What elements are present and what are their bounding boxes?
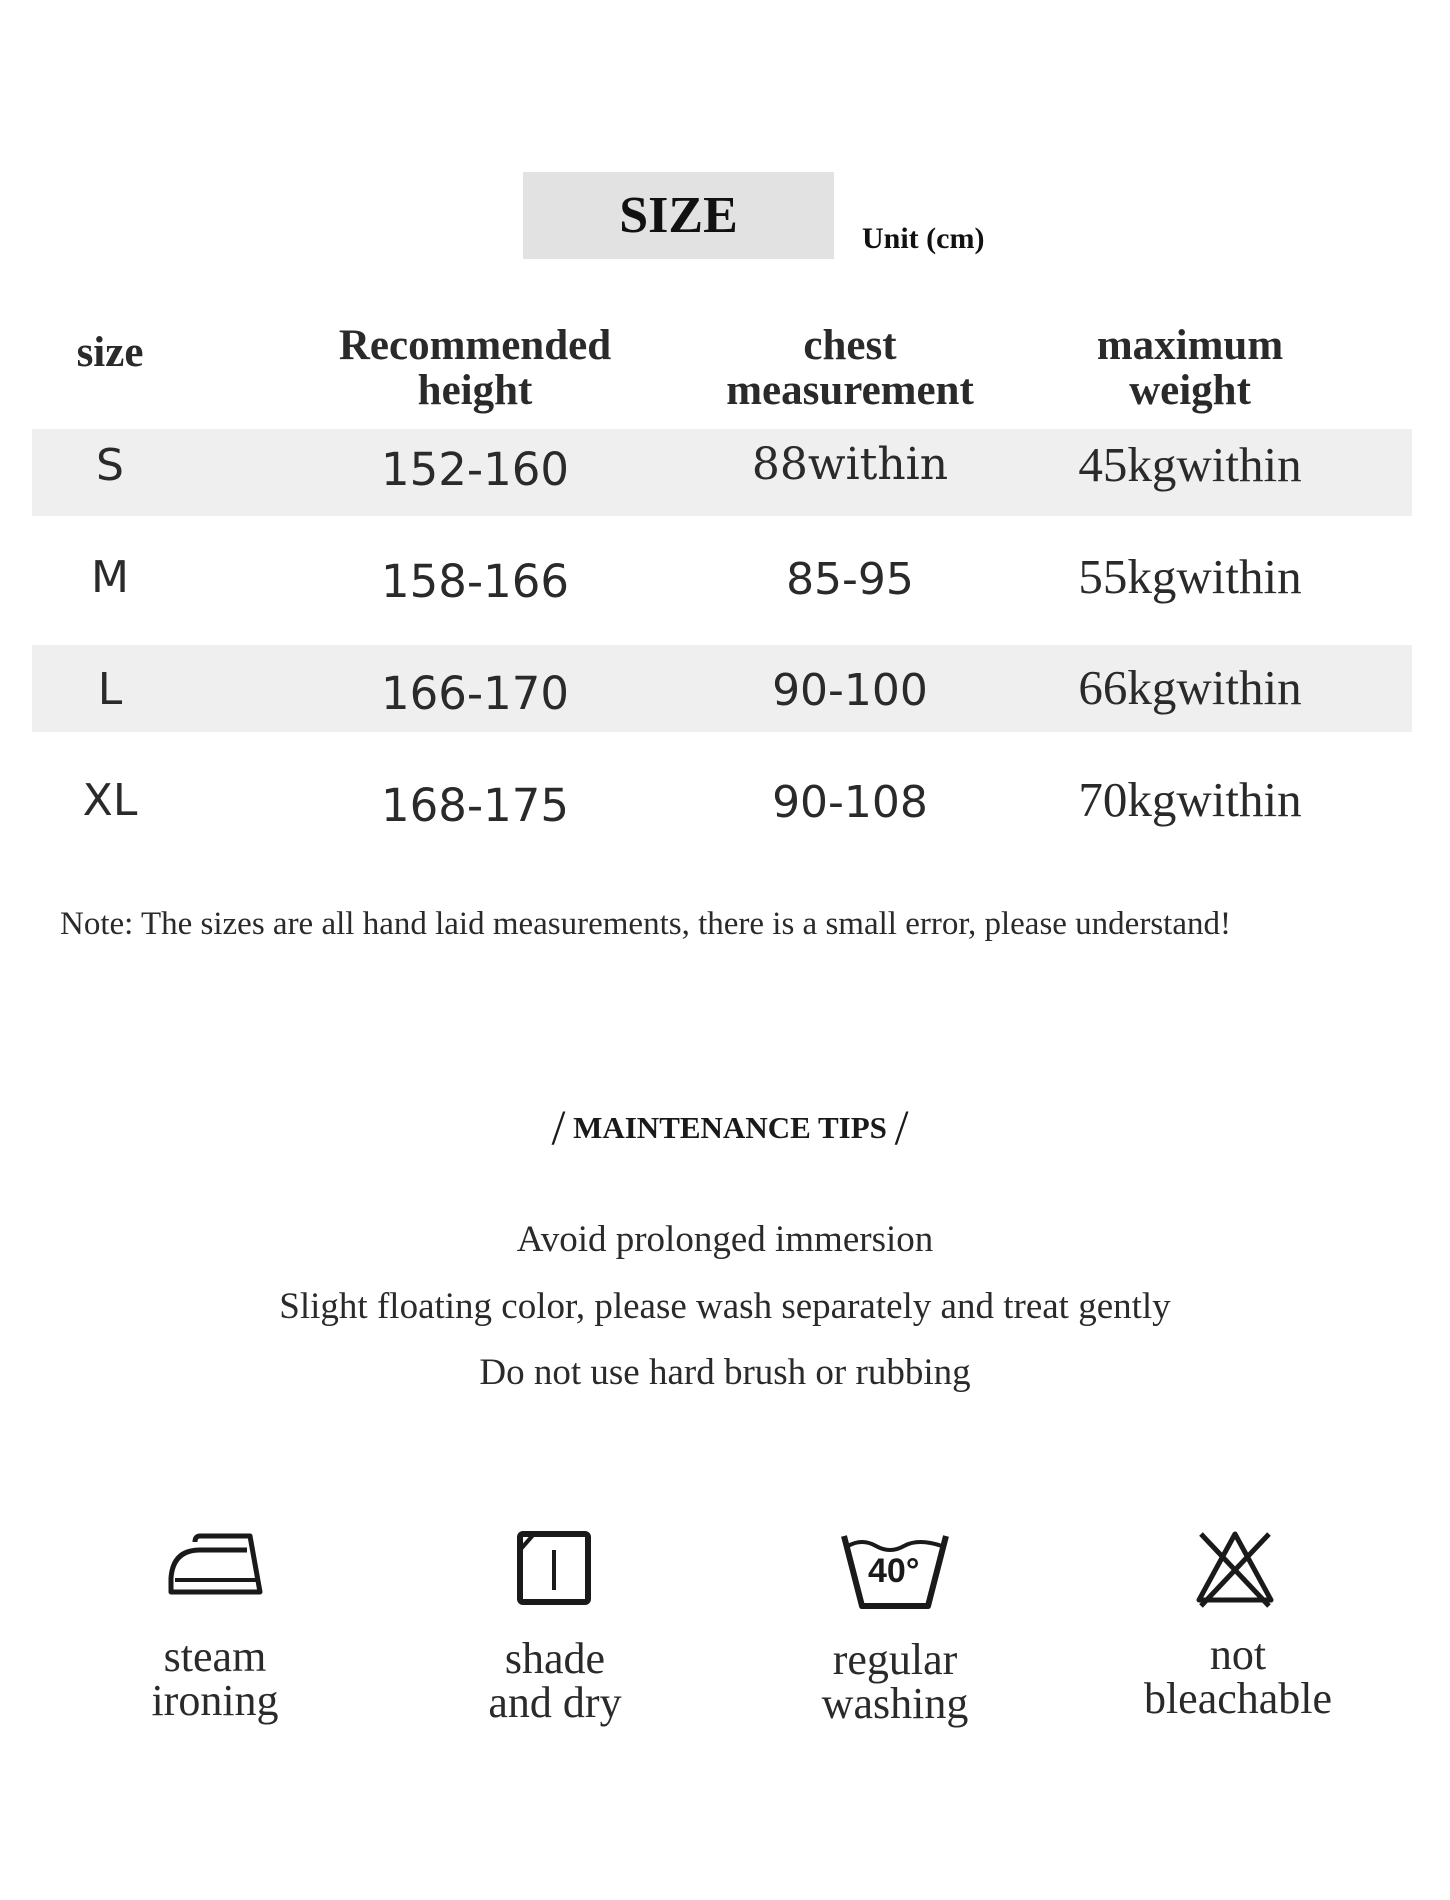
iron-icon <box>165 1530 265 1600</box>
row-s-height: 152-160 <box>380 443 570 496</box>
unit-label: Unit (cm) <box>862 222 985 255</box>
maintenance-title <box>400 1098 1060 1156</box>
col-header-chest: chest measurement <box>726 322 974 414</box>
size-title-badge <box>523 172 834 259</box>
care-label-dry: shade and dry <box>488 1634 622 1727</box>
col-header-size: size <box>76 329 144 376</box>
size-note: Note: The sizes are all hand laid measurements, there is a small error, please understand! <box>60 906 1231 942</box>
row-xl-chest: 90-108 <box>772 777 928 828</box>
tip-1: Avoid prolonged immersion <box>516 1219 934 1260</box>
no-bleach-icon <box>1195 1528 1275 1608</box>
row-l-chest: 90-100 <box>772 665 928 716</box>
row-m-height: 158-166 <box>380 555 570 608</box>
row-s-chest: 88within <box>751 439 949 490</box>
slash-right: / <box>894 1099 909 1155</box>
col-header-height: Recommended height <box>338 322 612 414</box>
care-label-iron: steam ironing <box>151 1632 279 1725</box>
tip-2: Slight floating color, please wash separately and treat gently <box>279 1286 1171 1327</box>
row-s-weight: 45kgwithin <box>1078 437 1302 492</box>
tip-3: Do not use hard brush or rubbing <box>479 1352 971 1393</box>
wash-40-icon <box>840 1528 950 1612</box>
drip-dry-icon <box>516 1530 592 1606</box>
row-m-size: M <box>91 552 129 603</box>
row-l-height: 166-170 <box>380 667 570 720</box>
row-xl-size: XL <box>82 775 138 826</box>
wash-temp: 40° <box>868 1552 920 1590</box>
row-xl-height: 168-175 <box>380 779 570 832</box>
slash-left: / <box>551 1099 566 1155</box>
row-l-size: L <box>97 664 123 715</box>
care-label-wash: regular washing <box>821 1635 969 1728</box>
row-l-weight: 66kgwithin <box>1078 660 1302 715</box>
maintenance-title-text: MAINTENANCE TIPS <box>573 1110 887 1145</box>
size-title: SIZE <box>619 187 738 244</box>
care-label-bleach: not bleachable <box>1143 1630 1333 1723</box>
row-xl-weight: 70kgwithin <box>1078 772 1302 827</box>
col-header-weight: maximum weight <box>1096 322 1284 414</box>
row-m-chest: 85-95 <box>786 554 914 605</box>
row-s-size: S <box>96 440 124 491</box>
row-m-weight: 55kgwithin <box>1078 549 1302 604</box>
